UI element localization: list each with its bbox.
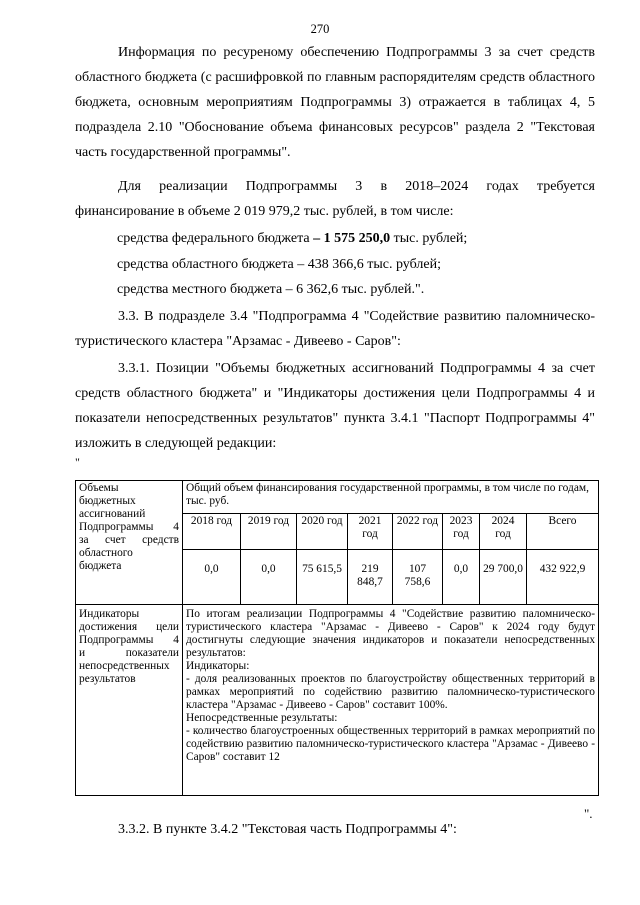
year-header: 2024 год (480, 514, 527, 550)
paragraph-section-3-3-1: 3.3.1. Позиции "Объемы бюджетных ассигнований Подпрограммы 4 за счет средств областного бюджета" и "Индикаторы достижения цели Подпрограммы 4 и показатели непосредственных результатов" пункта 3.4.1 "Паспорт Подпрограммы 4" изложить в следующей редакции: (75, 361, 595, 451)
value-cell: 29 700,0 (480, 550, 527, 605)
budget-label-line: за счет средств (79, 534, 179, 546)
passport-table (75, 480, 599, 796)
indicators-content-cell (183, 605, 599, 796)
indicators-label-line: непосредственных (79, 660, 170, 672)
budget-label-line: Подпрограммы 4 (79, 521, 179, 533)
paragraph-financing-total: Для реализации Подпрограммы 3 в 2018–2024 годах требуется финансирование в объеме 2 019 979,2 тыс. рублей, в том числе: (75, 179, 595, 219)
indicators-label-line: достижения цели (79, 621, 179, 633)
financing-regional-budget: средства областного бюджета – 438 366,6 тыс. рублей; (117, 257, 441, 272)
indicators-heading: Индикаторы: (186, 660, 250, 672)
value-cell: 107 758,6 (393, 550, 443, 605)
federal-label: средства федерального бюджета (117, 231, 310, 246)
paragraph-resource-info: Информация по ресуреному обеспечению Подпрограммы 3 за счет средств областного бюджета (с расшифровкой по главным распорядителям средств областного бюджета, основным мероприятиям Подпрограммы 3) отражается в таблицах 4, 5 подраздела 2.10 "Обоснование объема финансовых ресурсов" раздела 2 "Текстовая часть государственной программы". (75, 45, 595, 160)
result-item: - количество благоустроенных общественных территорий в рамках мероприятий по содействию развитию паломническо-туристического кластера "Арзамас - Дивеево - Саров" составит 12 (186, 725, 596, 763)
closing-quote: ". (584, 806, 593, 821)
budget-label-line: бюджета (79, 560, 122, 572)
indicators-label-line: результатов (79, 673, 136, 685)
total-value-cell: 432 922,9 (527, 550, 599, 605)
financing-federal-budget (117, 226, 467, 251)
table-row-budget (76, 481, 599, 514)
indicator-item: - доля реализованных проектов по благоустройству общественных территорий в рамках мероприятий по содействию развитию паломническо-туристического кластера "Арзамас - Дивеево - Саров" составит 100%. (186, 673, 596, 711)
paragraph-section-3-3: 3.3. В подразделе 3.4 "Подпрограмма 4 "Содействие развитию паломническо-туристического кластера "Арзамас - Дивеево - Саров": (75, 309, 595, 349)
indicators-label-line: и показатели (79, 647, 179, 659)
indicators-label-line: Подпрограммы 4 (79, 634, 179, 646)
year-header: 2019 год (241, 514, 297, 550)
budget-label-line: ассигнований (79, 508, 146, 520)
page-number: 270 (310, 22, 330, 36)
year-header: 2021 год (348, 514, 393, 550)
budget-label-line: бюджетных (79, 495, 136, 507)
table-row-indicators (76, 605, 599, 796)
indicators-label-line: Индикаторы (79, 608, 140, 620)
value-cell: 0,0 (241, 550, 297, 605)
budget-label-line: областного (79, 547, 133, 559)
value-cell: 0,0 (183, 550, 241, 605)
opening-quote: " (75, 455, 80, 469)
value-cell: 0,0 (443, 550, 480, 605)
indicators-intro: По итогам реализации Подпрограммы 4 "Содействие развитию паломническо-туристического кластера "Арзамас - Дивеево - Саров" к 2024 году будут достигнуты следующие значения индикаторов и показатели непосредственных результатов: (186, 608, 596, 659)
year-header: 2023 год (443, 514, 480, 550)
total-header: Всего (527, 514, 599, 550)
year-header: 2022 год (393, 514, 443, 550)
budget-label-line: Объемы (79, 482, 119, 494)
indicators-label-cell (76, 605, 183, 796)
year-header: 2020 год (297, 514, 348, 550)
federal-unit: тыс. рублей; (390, 231, 468, 246)
paragraph-section-3-3-2: 3.3.2. В пункте 3.4.2 "Текстовая часть Подпрограммы 4": (118, 822, 457, 837)
financing-header-cell: Общий объем финансирования государственной программы, в том числе по годам, тыс. руб. (183, 481, 599, 514)
value-cell: 75 615,5 (297, 550, 348, 605)
year-header: 2018 год (183, 514, 241, 550)
budget-label-cell (76, 481, 183, 605)
value-cell: 219 848,7 (348, 550, 393, 605)
financing-local-budget: средства местного бюджета – 6 362,6 тыс. рублей.". (117, 282, 425, 297)
results-heading: Непосредственные результаты: (186, 712, 338, 724)
federal-amount: – 1 575 250,0 (309, 231, 391, 246)
